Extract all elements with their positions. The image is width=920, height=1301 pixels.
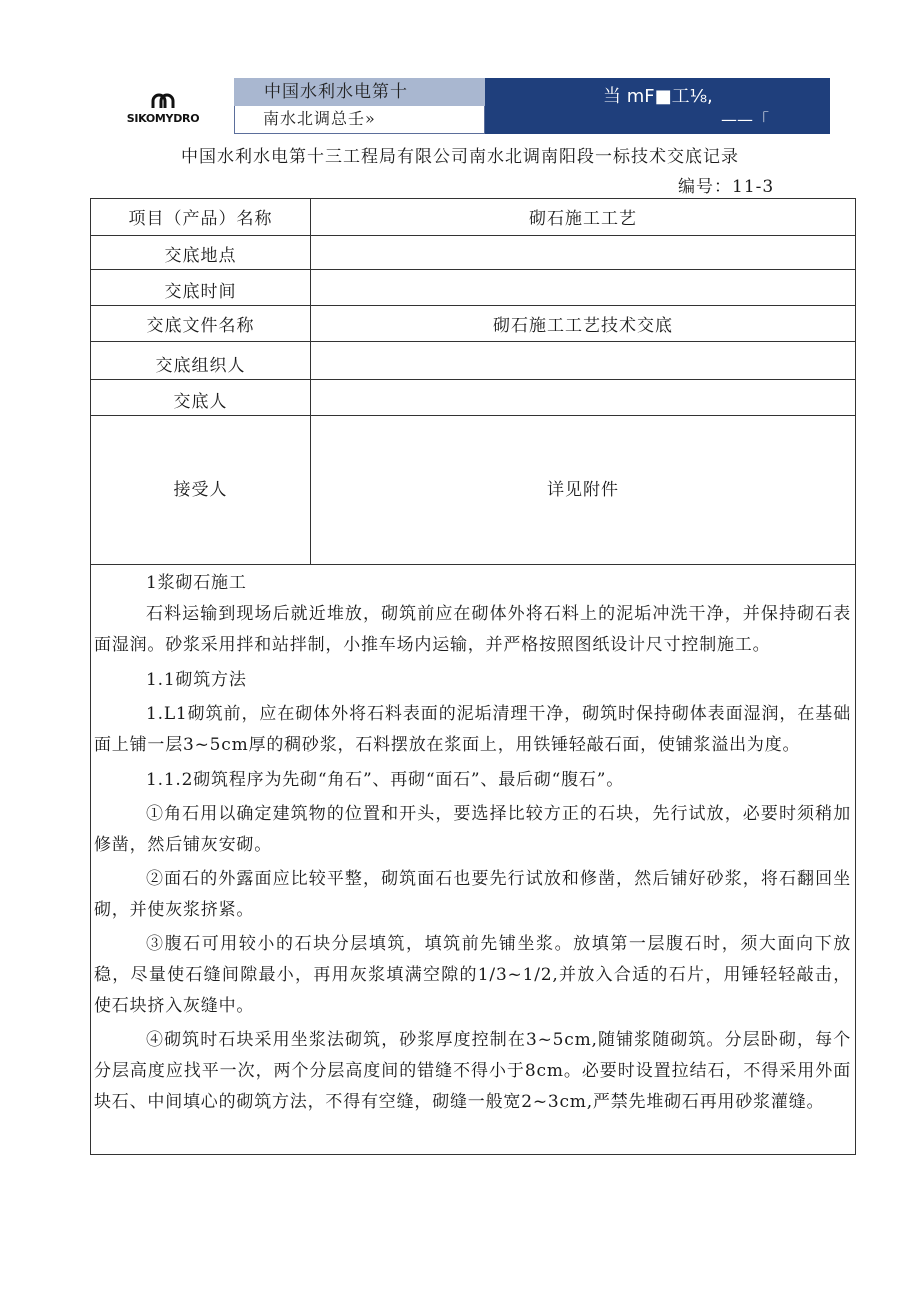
content-paragraph: 1.1.2砌筑程序为先砌“角石”、再砌“面石”、最后砌“腹石”。 bbox=[146, 770, 624, 790]
field-label-project-name: 项目（产品）名称 bbox=[91, 199, 311, 235]
content-paragraph: ①角石用以确定建筑物的位置和开头，要选择比较方正的石块，先行试放，必要时须稍加修凿，然后铺灰安砌。 bbox=[94, 804, 851, 855]
table-row bbox=[91, 236, 855, 270]
field-value-receiver: 详见附件 bbox=[547, 480, 619, 500]
header-banner-left bbox=[234, 78, 485, 134]
document-number: 编号：11-3 bbox=[678, 177, 775, 197]
field-label-organizer: 交底组织人 bbox=[91, 342, 311, 379]
field-value-location bbox=[311, 236, 855, 269]
field-label-document-name: 交底文件名称 bbox=[91, 306, 311, 341]
logo-text: SIKOMYDRO bbox=[126, 112, 200, 125]
content-paragraph: ②面石的外露面应比较平整，砌筑面石也要先行试放和修凿，然后铺好砂浆，将石翻回坐砌，并使灰浆挤紧。 bbox=[94, 869, 851, 920]
document-title: 中国水利水电第十三工程局有限公司南水北调南阳段一标技术交底记录 bbox=[181, 147, 739, 167]
field-label-discloser: 交底人 bbox=[91, 380, 311, 415]
field-label-time: 交底时间 bbox=[91, 270, 311, 305]
field-value-time bbox=[311, 270, 855, 305]
banner-left-top-text: 中国水利水电第十 bbox=[234, 78, 485, 106]
field-value-organizer bbox=[311, 342, 855, 379]
field-label-receiver: 接受人 bbox=[91, 416, 311, 564]
field-value-discloser bbox=[311, 380, 855, 415]
field-value-document-name: 砌石施工工艺技术交底 bbox=[493, 316, 673, 336]
banner-left-bottom-text: 南水北调总壬» bbox=[234, 106, 485, 134]
disclosure-content bbox=[91, 566, 855, 1154]
banner-right-bottom-text: ——「 bbox=[721, 110, 770, 129]
disclosure-record-table bbox=[90, 198, 856, 1155]
field-label-location: 交底地点 bbox=[91, 236, 311, 269]
table-row bbox=[91, 270, 855, 306]
field-value-project-name: 砌石施工工艺 bbox=[529, 209, 637, 229]
content-paragraph: ④砌筑时石块采用坐浆法砌筑，砂浆厚度控制在3~5cm,随铺浆随砌筑。分层卧砌，每个分层高度应找平一次，两个分层高度间的错缝不得小于8cm。必要时设置拉结石，不得采用外面块石、中间填心的砌筑方法，不得有空缝，砌缝一般宽2~3cm,严禁先堆砌石再用砂浆灌缝。 bbox=[94, 1030, 852, 1112]
content-paragraph: 1.L1砌筑前，应在砌体外将石料表面的泥垢清理干净，砌筑时保持砌体表面湿润，在基础面上铺一层3~5cm厚的稠砂浆，石料摆放在浆面上，用铁锤轻敲石面，使铺浆溢出为度。 bbox=[94, 704, 851, 755]
table-row bbox=[91, 342, 855, 380]
table-row bbox=[91, 199, 855, 236]
content-paragraph: ③腹石可用较小的石块分层填筑，填筑前先铺坐浆。放填第一层腹石时，须大面向下放稳，尽量使石缝间隙最小，再用灰浆填满空隙的1/3~1/2,并放入合适的石片，用锤轻轻敲击，使石块挤入灰缝中。 bbox=[94, 934, 851, 1016]
content-heading: 1.1砌筑方法 bbox=[146, 670, 247, 690]
table-row bbox=[91, 380, 855, 416]
content-heading: 1浆砌石施工 bbox=[146, 573, 247, 593]
header-banner-right bbox=[485, 78, 830, 134]
company-logo bbox=[118, 93, 208, 133]
logo-mark-icon bbox=[150, 93, 176, 109]
banner-right-top-text: 当 mF■工⅛, bbox=[603, 86, 713, 107]
content-paragraph: 石料运输到现场后就近堆放，砌筑前应在砌体外将石料上的泥垢冲洗干净，并保持砌石表面湿润。砂浆采用拌和站拌制，小推车场内运输，并严格按照图纸设计尺寸控制施工。 bbox=[94, 604, 851, 655]
table-row bbox=[91, 306, 855, 342]
table-row bbox=[91, 416, 855, 565]
